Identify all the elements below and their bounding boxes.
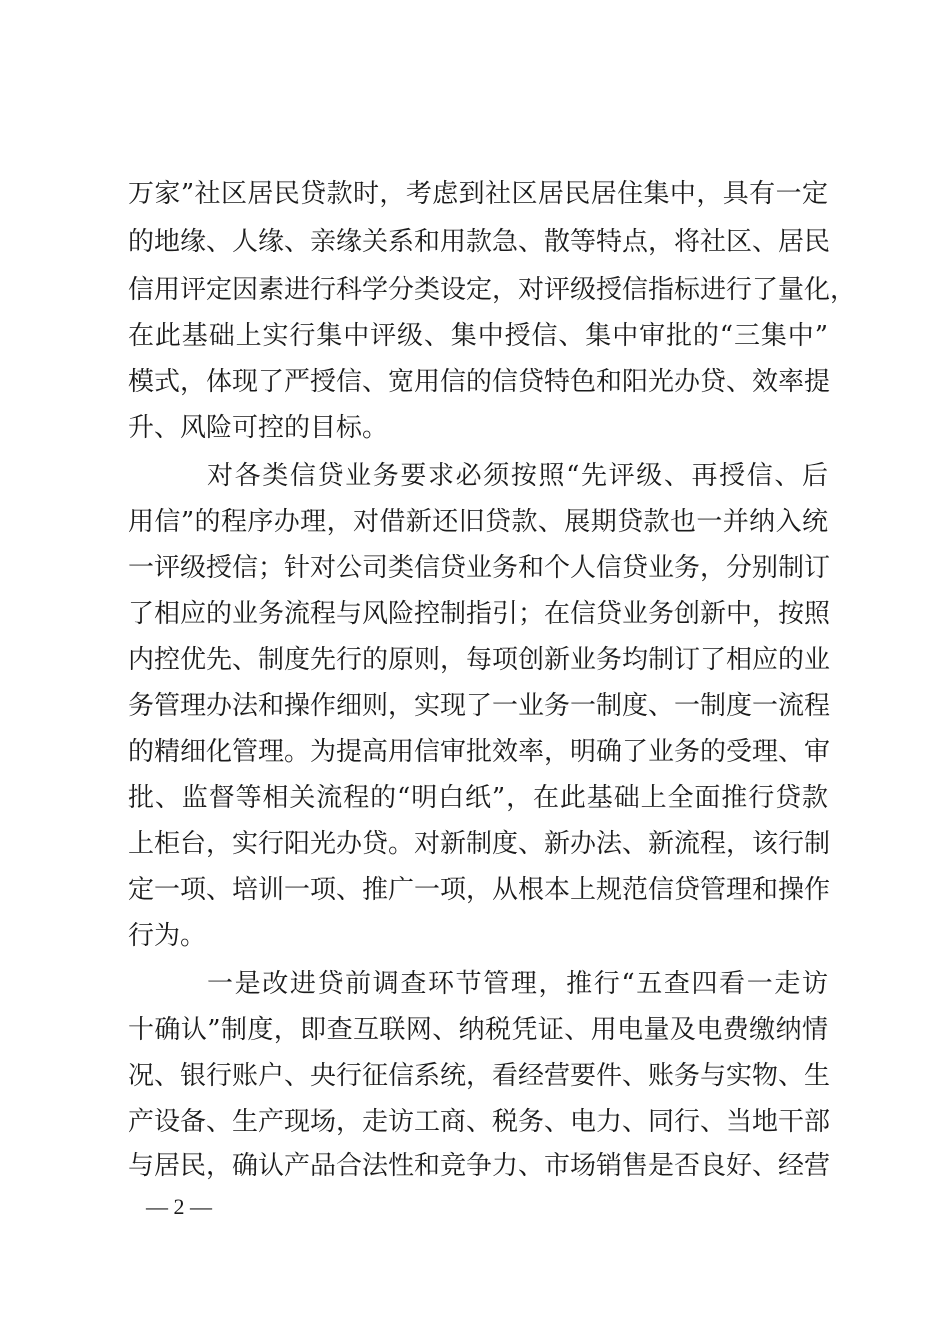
text-line: 一是改进贷前调查环节管理，推行“五查四看一走访 — [207, 969, 828, 999]
text-line: 批、监督等相关流程的“明白纸”，在此基础上全面推行贷款 — [128, 783, 828, 813]
text-line: 的精细化管理。为提高用信审批效率，明确了业务的受理、审 — [128, 737, 831, 767]
text-line: 在此基础上实行集中评级、集中授信、集中审批的“三集中” — [128, 321, 828, 351]
text-line: 况、银行账户、央行征信系统，看经营要件、账务与实物、生 — [128, 1061, 831, 1091]
text-line: 模式，体现了严授信、宽用信的信贷特色和阳光办贷、效率提 — [128, 367, 831, 397]
text-line: 了相应的业务流程与风险控制指引；在信贷业务创新中，按照 — [128, 599, 831, 629]
text-line: 上柜台，实行阳光办贷。对新制度、新办法、新流程，该行制 — [128, 829, 831, 859]
text-line: 产设备、生产现场，走访工商、税务、电力、同行、当地干部 — [128, 1107, 831, 1137]
page-number: — 2 — — [146, 1194, 212, 1219]
text-line: 信用评定因素进行科学分类设定，对评级授信指标进行了量化， — [128, 275, 857, 305]
text-line: 内控优先、制度先行的原则，每项创新业务均制订了相应的业 — [128, 645, 831, 675]
text-line: 定一项、培训一项、推广一项，从根本上规范信贷管理和操作 — [128, 875, 831, 905]
text-line: 务管理办法和操作细则，实现了一业务一制度、一制度一流程 — [128, 691, 831, 721]
text-line: 一评级授信；针对公司类信贷业务和个人信贷业务，分别制订 — [128, 553, 831, 583]
text-line: 与居民，确认产品合法性和竞争力、市场销售是否良好、经营 — [128, 1151, 831, 1181]
text-line: 万家”社区居民贷款时，考虑到社区居民居住集中，具有一定 — [128, 179, 828, 209]
text-line: 对各类信贷业务要求必须按照“先评级、再授信、后 — [207, 461, 828, 491]
text-line: 十确认”制度，即查互联网、纳税凭证、用电量及电费缴纳情 — [128, 1015, 828, 1045]
text-line: 的地缘、人缘、亲缘关系和用款急、散等特点，将社区、居民 — [128, 227, 831, 257]
text-line: 用信”的程序办理，对借新还旧贷款、展期贷款也一并纳入统 — [128, 507, 828, 537]
text-line: 升、风险可控的目标。 — [128, 413, 389, 443]
text-line: 行为。 — [128, 921, 207, 951]
